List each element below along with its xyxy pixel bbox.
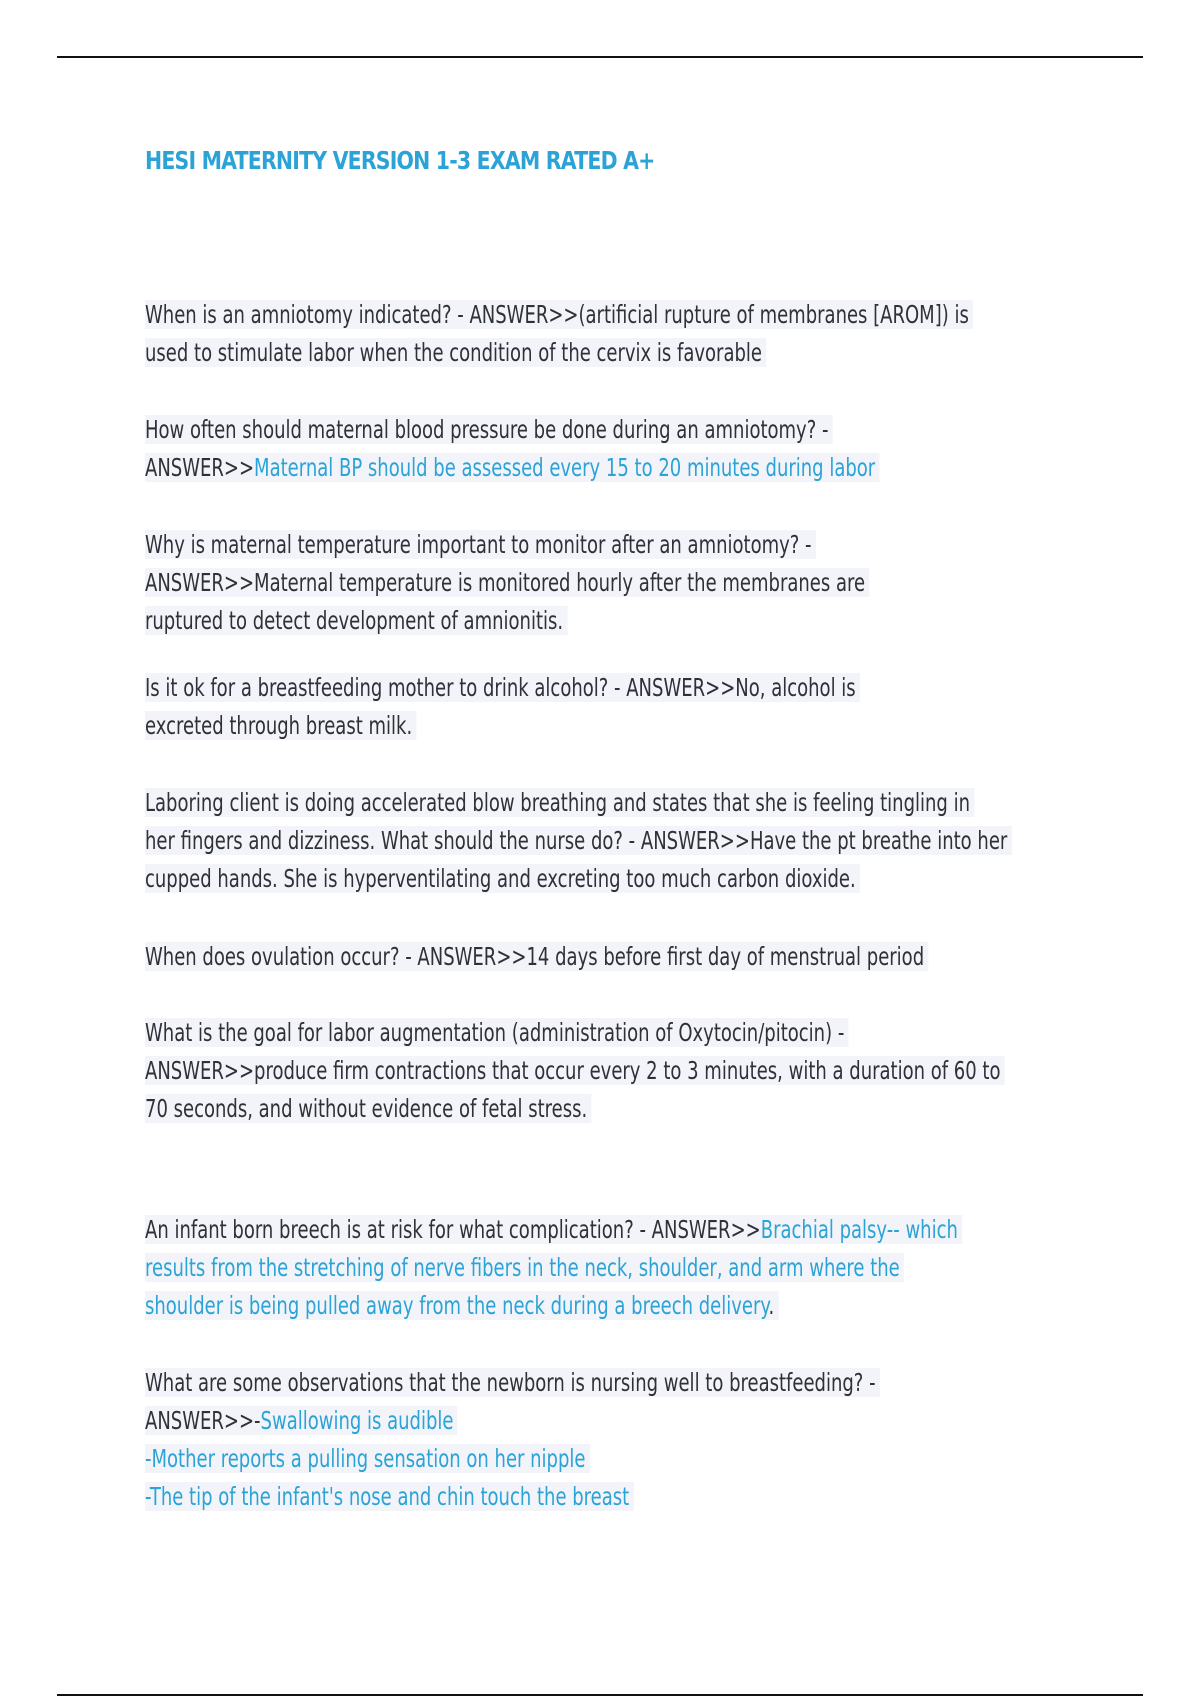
qa-answer-period: . (768, 1291, 775, 1320)
qa-text: used to stimulate labor when the condition of the cervix is favorable (145, 338, 766, 367)
qa-item-breastfeeding-alcohol (145, 669, 860, 745)
qa-answer-highlight: shoulder is being pulled away from the neck during a breech delivery (145, 1291, 769, 1320)
qa-item-ovulation (145, 938, 928, 976)
document-title: HESI MATERNITY VERSION 1-3 EXAM RATED A+ (145, 146, 655, 175)
top-rule (57, 56, 1143, 58)
qa-text: When does ovulation occur? - ANSWER>>14 days before first day of menstrual period (145, 942, 928, 971)
qa-answer-highlight: results from the stretching of nerve fibers in the neck, shoulder, and arm where the (145, 1253, 900, 1282)
qa-answer-highlight: Maternal BP should be assessed every 15 to 20 minutes during labor (254, 453, 876, 482)
qa-text: ANSWER>>produce firm contractions that occur every 2 to 3 minutes, with a duration of 60 to (145, 1056, 1005, 1085)
qa-text: Is it ok for a breastfeeding mother to drink alcohol? - ANSWER>>No, alcohol is (145, 673, 860, 702)
qa-text: 70 seconds, and without evidence of fetal stress. (145, 1094, 592, 1123)
qa-item-nursing-observations (145, 1364, 880, 1516)
qa-item-maternal-temperature (145, 526, 869, 640)
qa-item-labor-augmentation (145, 1014, 1005, 1128)
qa-answer-highlight: -The tip of the infant's nose and chin touch the breast (145, 1482, 630, 1511)
qa-question: An infant born breech is at risk for what complication? - ANSWER>> (145, 1215, 761, 1244)
qa-item-breech-complication (145, 1211, 962, 1325)
qa-text: ruptured to detect development of amnionitis. (145, 606, 567, 635)
bottom-rule (57, 1694, 1143, 1696)
qa-answer-prefix: ANSWER>> (145, 453, 255, 482)
qa-text: Laboring client is doing accelerated blow breathing and states that she is feeling tingling in (145, 788, 974, 817)
qa-text: ANSWER>>Maternal temperature is monitored hourly after the membranes are (145, 568, 869, 597)
qa-text: How often should maternal blood pressure be done during an amniotomy? - (145, 415, 833, 444)
qa-item-amniotomy-indication (145, 296, 973, 372)
qa-item-blood-pressure (145, 411, 880, 487)
qa-text: Why is maternal temperature important to monitor after an amniotomy? - (145, 530, 816, 559)
qa-text: excreted through breast milk. (145, 711, 416, 740)
qa-answer-highlight: Brachial palsy-- which (760, 1215, 958, 1244)
qa-answer-highlight: -Mother reports a pulling sensation on her nipple (145, 1444, 586, 1473)
qa-item-hyperventilation (145, 784, 1012, 898)
qa-text: her fingers and dizziness. What should the nurse do? - ANSWER>>Have the pt breathe into her (145, 826, 1012, 855)
qa-text: What are some observations that the newborn is nursing well to breastfeeding? - (145, 1368, 880, 1397)
qa-text: When is an amniotomy indicated? - ANSWER>>(artificial rupture of membranes [AROM]) is (145, 300, 973, 329)
qa-text: What is the goal for labor augmentation (administration of Oxytocin/pitocin) - (145, 1018, 849, 1047)
qa-answer-prefix: ANSWER>>- (145, 1406, 261, 1435)
qa-answer-highlight: Swallowing is audible (260, 1406, 454, 1435)
qa-text: cupped hands. She is hyperventilating and excreting too much carbon dioxide. (145, 864, 860, 893)
